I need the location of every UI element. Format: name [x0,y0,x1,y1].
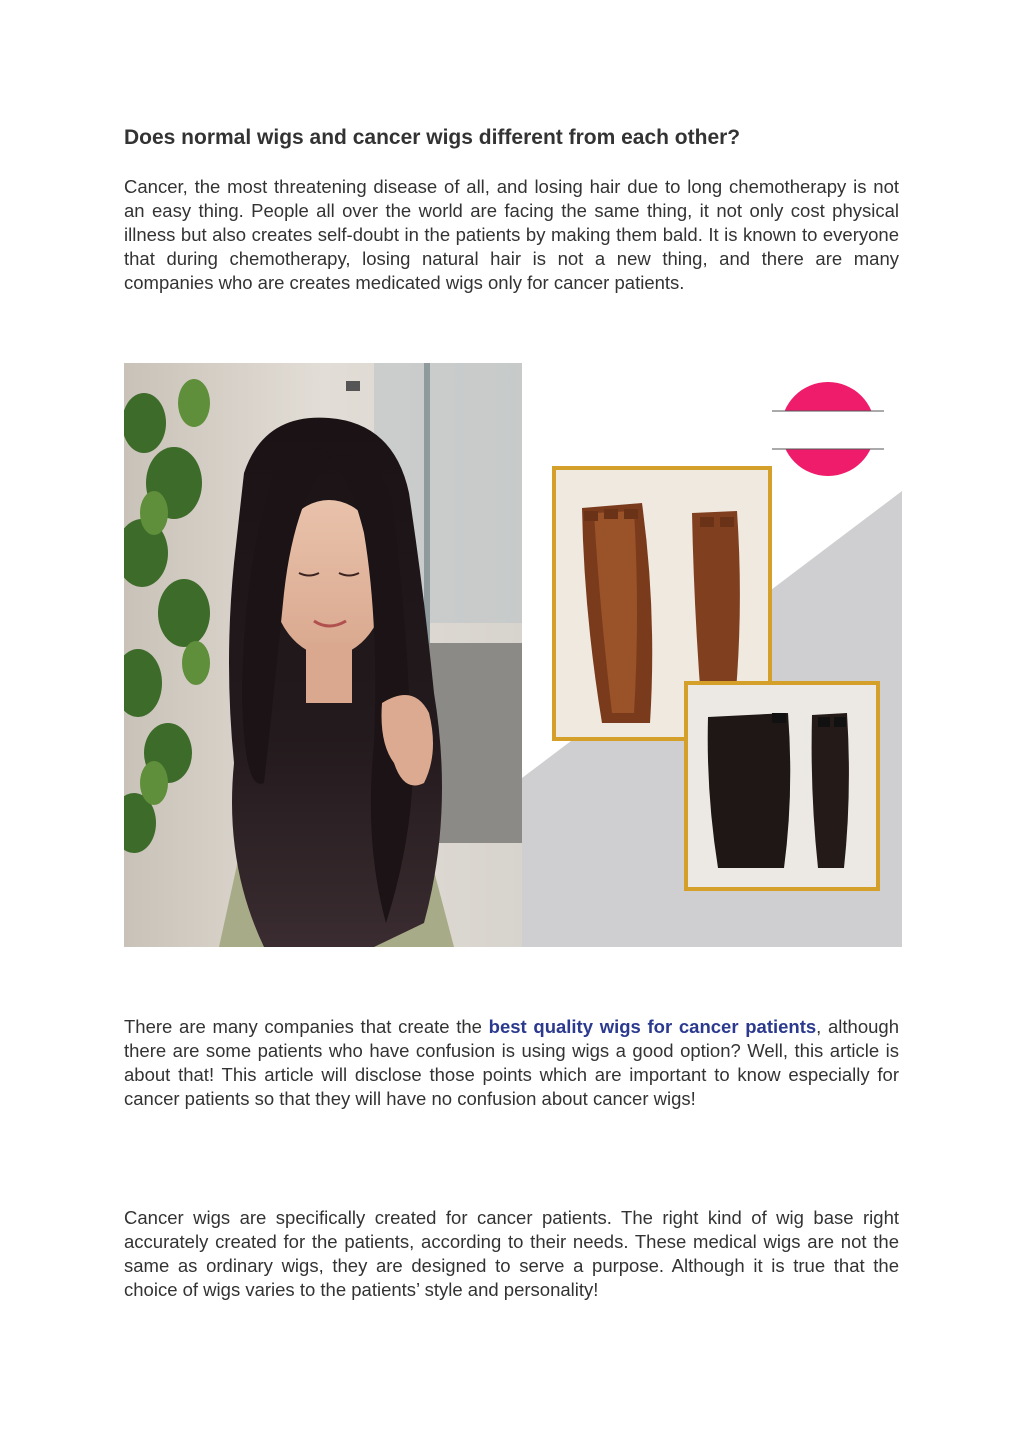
body-paragraph-2 [124,1015,899,1111]
hair-extensions-figure [124,363,902,947]
hair-extensions-product-panel [522,363,902,947]
body-paragraph-3: Cancer wigs are specifically created for cancer patients. The right kind of wig base right accurately created for the patients, according to their needs. These medical wigs are not the same as ordinary wigs, they are designed to serve a purpose. Although it is true that the choice of wigs varies to the patients’ style and personality! [124,1207,899,1300]
paragraph2-tail: , although there are some patients who have confusion is using wigs a good option? Well, this article is about that! This article will disclose those points which are important to know especially for cancer patients so that they will have no confusion about cancer wigs! [124,1016,899,1109]
article-title: Does normal wigs and cancer wigs different from each other? [124,126,741,149]
woman-portrait-photo [124,363,522,947]
best-quality-wigs-link[interactable]: best quality wigs for cancer patients [488,1016,817,1037]
intro-paragraph: Cancer, the most threatening disease of all, and losing hair due to long chemotherapy is not an easy thing. People all over the world are facing the same thing, it not only cost physical illness but also creates self-doubt in the patients by making them bald. It is known to everyone that during chemotherapy, losing natural hair is not a new thing, and there are many companies who are creates medicated wigs only for cancer patients. [124,176,899,293]
paragraph2-lead: There are many companies that create the [124,1016,489,1037]
